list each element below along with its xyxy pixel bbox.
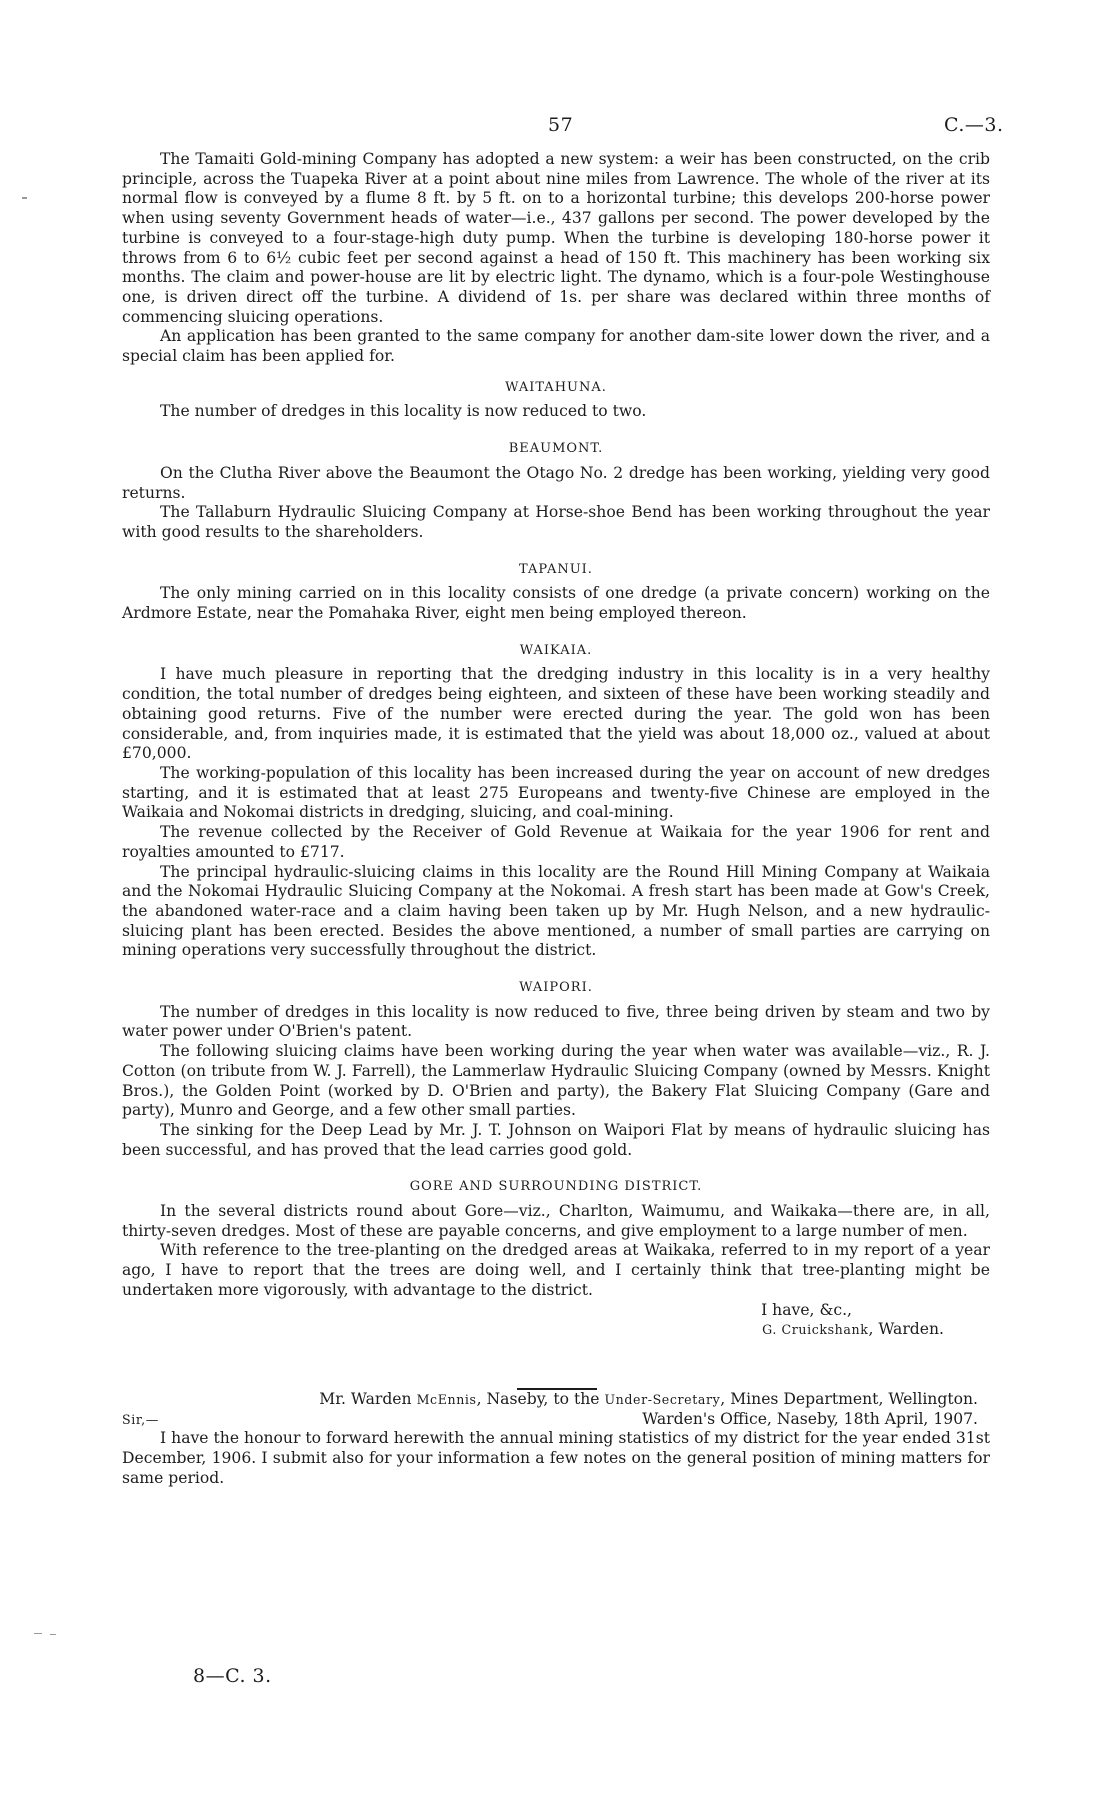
scan-mark (34, 1633, 42, 1634)
letter-recipient-place: , Mines Department, Wellington. (720, 1389, 978, 1408)
closing-line: I have, &c., (761, 1300, 852, 1319)
report-reference: C.—3. (944, 114, 1004, 136)
paragraph: The only mining carried on in this locality consists of one dredge (a private concern) working on the Ardmore Estate, near the Pomahaka River, eight men being employed thereon. (122, 584, 990, 623)
section-heading-tapanui: TAPANUI. (519, 561, 593, 577)
paragraph: The Tamaiti Gold-mining Company has adopted a new system: a weir has been constructed, on the crib principle, across the Tuapeka River at a point about nine miles from Lawrence. The whole of the river at its normal flow is conveyed by a flume 8 ft. by 5 ft. on to a horizontal turbine; this develops 200-horse power when using seventy Government heads of water—i.e., 437 gallons per second. The power developed by the turbine is conveyed to a four-stage-high duty pump. When the turbine is developing 180-horse power it throws from 6 to 6½ cubic feet per second against a head of 150 ft. This machinery has been working six months. The claim and power-house are lit by electric light. The dynamo, which is a four-pole Westinghouse one, is driven direct off the turbine. A dividend of 1s. per share was declared within three months of commencing sluicing operations. (122, 150, 990, 326)
signature-reference: 8—C. 3. (193, 1665, 272, 1687)
paragraph: The number of dredges in this locality is now reduced to five, three being driven by steam and two by water power under O'Brien's patent. (122, 1002, 990, 1041)
paragraph: The sinking for the Deep Lead by Mr. J. T. Johnson on Waipori Flat by means of hydraulic sluicing has been successful, and has proved that the lead carries good gold. (122, 1120, 990, 1159)
paragraph: With reference to the tree-planting on the dredged areas at Waikaka, referred to in my report of a year ago, I have to report that the trees are doing well, and I certainly think that tree-planting might be undertaken more vigorously, with advantage to the district. (122, 1241, 990, 1299)
report-body (122, 150, 990, 1488)
signatory-title: Warden. (878, 1320, 944, 1339)
section-heading-waikaia: WAIKAIA. (519, 642, 593, 658)
paragraph: The Tallaburn Hydraulic Sluicing Company at Horse-shoe Bend has been working throughout the year with good results to the shareholders. (122, 503, 990, 541)
scan-mark (22, 197, 27, 199)
salutation: Sir,— (122, 1411, 159, 1427)
paragraph: I have much pleasure in reporting that the dredging industry in this locality is in a very healthy condition, the total number of dredges being eighteen, and sixteen of these have been working steadily and obtaining good returns. Five of the number were erected during the year. The gold won has been considerable, and, from inquiries made, it is estimated that the yield was about 18,000 oz., valued at about £70,000. (122, 665, 990, 763)
letter-sender-place: , Naseby, to the (476, 1389, 600, 1408)
page-number: 57 (548, 114, 574, 136)
section-heading-gore: GORE AND SURROUNDING DISTRICT. (409, 1179, 703, 1195)
scan-mark (50, 1634, 56, 1635)
paragraph: The number of dredges in this locality is now reduced to two. (160, 402, 647, 421)
warden-signature: G. Cruickshank, Warden. (762, 1320, 944, 1339)
letter-paragraph: I have the honour to forward herewith the annual mining statistics of my district for the year ended 31st December, 1906. I submit also for your information a few notes on the general position of mining matters for same period. (122, 1429, 990, 1487)
signatory-name: G. Cruickshank (762, 1322, 869, 1338)
paragraph: On the Clutha River above the Beaumont the Otago No. 2 dredge has been working, yielding very good returns. (122, 463, 990, 502)
section-heading-beaumont: BEAUMONT. (508, 441, 604, 457)
paragraph: The principal hydraulic-sluicing claims in this locality are the Round Hill Mining Company at Waikaia and the Nokomai Hydraulic Sluicing Company at the Nokomai. A fresh start has been made at Gow's Creek, the abandoned water-race and a claim having been taken up by Mr. Hugh Nelson, and a new hydraulic-sluicing plant has been erected. Besides the above mentioned, a number of small parties are carrying on mining operations very successfully throughout the district. (122, 862, 990, 960)
letter-heading (122, 1390, 990, 1410)
paragraph: The following sluicing claims have been working during the year when water was available—viz., R. J. Cotton (on tribute from W. J. Farrell), the Lammerlaw Hydraulic Sluicing Company (owned by Messrs. Knight Bros.), the Golden Point (worked by D. O'Brien and party), the Bakery Flat Sluicing Company (Gare and party), Munro and George, and a few other small parties. (122, 1042, 990, 1120)
letter-salutation-row (122, 1410, 990, 1430)
paragraph: In the several districts round about Gore—viz., Charlton, Waimumu, and Waikaka—there are, in all, thirty-seven dredges. Most of these are payable concerns, and give employment to a large number of men. (122, 1202, 990, 1240)
letter-prefix: Mr. Warden (319, 1389, 412, 1408)
section-heading-waitahuna: WAITAHUNA. (505, 379, 607, 395)
section-heading-waipori: WAIPORI. (519, 980, 593, 996)
paragraph: The revenue collected by the Receiver of Gold Revenue at Waikaia for the year 1906 for rent and royalties amounted to £717. (122, 823, 990, 861)
paragraph: An application has been granted to the same company for another dam-site lower down the river, and a special claim has been applied for. (122, 327, 990, 366)
letter-dateline: Warden's Office, Naseby, 18th April, 1907. (642, 1409, 978, 1428)
paragraph: The working-population of this locality has been increased during the year on account of new dredges starting, and it is estimated that at least 275 Europeans and twenty-five Chinese are employed in the Waikaia and Nokomai districts in dredging, sluicing, and coal-mining. (122, 763, 990, 822)
letter-sender: McEnnis (416, 1391, 477, 1407)
letter-recipient: Under-Secretary (604, 1391, 721, 1407)
